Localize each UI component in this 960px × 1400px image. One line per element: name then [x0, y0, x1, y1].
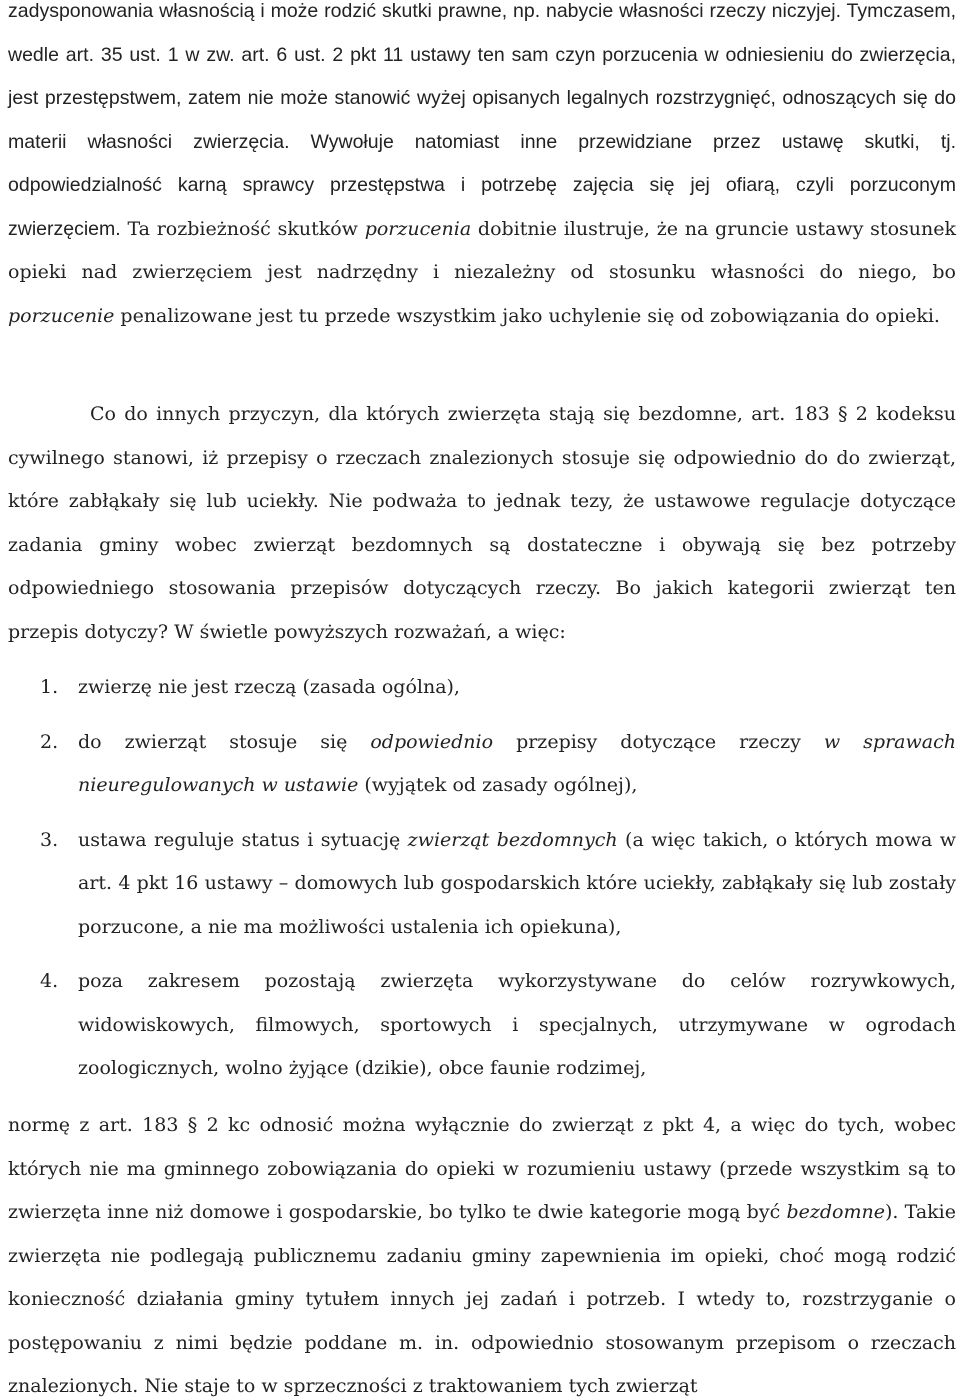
list-item — [8, 819, 956, 950]
paragraph-2: Co do innych przyczyn, dla których zwierzęta stają się bezdomne, art. 183 § 2 kodeksu cywilnego stanowi, iż przepisy o rzeczach znalezionych stosuje się odpowiednio do do zwierząt, które zabłąkały się lub uciekły. Nie podważa to jednak tezy, że ustawowe regulacje dotyczące zadania gminy wobec zwierząt bezdomnych są dostateczne i obywają się bez potrzeby odpowiedniego stosowania przepisów dotyczących rzeczy. Bo jakich kategorii zwierząt ten przepis dotyczy? W świetle powyższych rozważań, a więc: — [8, 403, 956, 643]
list-item-italic: w sprawach nieuregulowanych w ustawie — [78, 730, 956, 796]
numbered-list — [8, 666, 956, 1091]
list-item-number: 1. — [40, 676, 59, 698]
list-item-number: 3. — [40, 828, 59, 851]
list-item-number: 4. — [40, 970, 59, 992]
list-item-italic: zwierząt bezdomnych — [407, 828, 618, 851]
paragraph-1 — [8, 0, 956, 338]
list-item-text: ustawa reguluje status i sytuację — [78, 828, 408, 851]
paragraph-1-part-a: zadysponowania własnością i może rodzić skutki prawne, np. nabycie własności rzeczy niczyjej. Tymczasem, wedle art. 35 ust. 1 w zw. art. 6 ust. 2 pkt 11 ustawy ten sam czyn porzucenia w odniesieniu do zwierzęcia, jest przestępstwem, zatem nie może stanowić wyżej opisanych legalnych rozstrzygnięć, odnoszących się do materii własności zwierzęcia. Wywołuje natomiast inne przewidziane przez ustawę skutki, tj. odpowiedzialność karną sprawcy przestępstwa i potrzebę zajęcia się jej ofiarą, czyli porzuconym zwierzęciem. — [8, 0, 956, 240]
list-item — [8, 666, 956, 710]
list-item-number: 2. — [40, 730, 59, 753]
paragraph-3-part-a: normę z art. 183 § 2 kc odnosić można wyłącznie do zwierząt z pkt 4, a więc do tych, wobec których nie ma gminnego zobowiązania do opieki w rozumieniu ustawy (przede wszystkim są to zwierzęta inne niż domowe i gospodarskie, bo tylko te dwie kategorie mogą być — [8, 1114, 956, 1223]
list-item — [8, 960, 956, 1091]
paragraph-1-italic-porzucenie: porzucenie — [8, 304, 115, 327]
list-item-text: poza zakresem pozostają zwierzęta wykorzystywane do celów rozrywkowych, widowiskowych, filmowych, sportowych i specjalnych, utrzymywane w ogrodach zoologicznych, wolno żyjące (dzikie), obce faunie rodzimej, — [78, 970, 956, 1079]
paragraph-3 — [8, 1104, 956, 1400]
paragraph-3-part-c: ). Takie zwierzęta nie podlegają publicznemu zadaniu gminy zapewnienia im opieki, choć mogą rodzić konieczność działania gminy tytułem innych jej zadań i potrzeb. I wtedy to, rozstrzyganie o postępowaniu z nimi będzie poddane m. in. odpowiednio stosowanym przepisom o rzeczach znalezionych. Nie staje to w sprzeczności z traktowaniem tych zwierząt — [8, 1201, 956, 1397]
list-item — [8, 721, 956, 808]
paragraph-1-part-b: Ta rozbieżność skutków — [120, 217, 365, 240]
list-item-italic: odpowiednio — [370, 730, 494, 753]
list-item-text: zwierzę nie jest rzeczą (zasada ogólna), — [78, 676, 460, 698]
list-item-text: (wyjątek od zasady ogólnej), — [358, 774, 638, 796]
paragraph-1-italic-porzucenia: porzucenia — [364, 217, 472, 240]
paragraph-1-part-d: dobitnie ilustruje, że na gruncie ustawy stosunek opieki nad zwierzęciem jest nadrzędny i niezależny od stosunku własności do niego, bo — [8, 217, 956, 283]
paragraph-3-italic-bezdomne: bezdomne — [786, 1201, 885, 1223]
list-item-text: do zwierząt stosuje się — [78, 730, 371, 753]
list-item-text: przepisy dotyczące rzeczy — [493, 730, 824, 753]
list-item-text: (a więc takich, o których mowa w art. 4 pkt 16 ustawy – domowych lub gospodarskich które uciekły, zabłąkały się lub zostały porzucone, a nie ma możliwości ustalenia ich opiekuna), — [78, 828, 956, 938]
paragraph-1-part-f: penalizowane jest tu przede wszystkim jako uchylenie się od zobowiązania do opieki. — [114, 304, 940, 327]
